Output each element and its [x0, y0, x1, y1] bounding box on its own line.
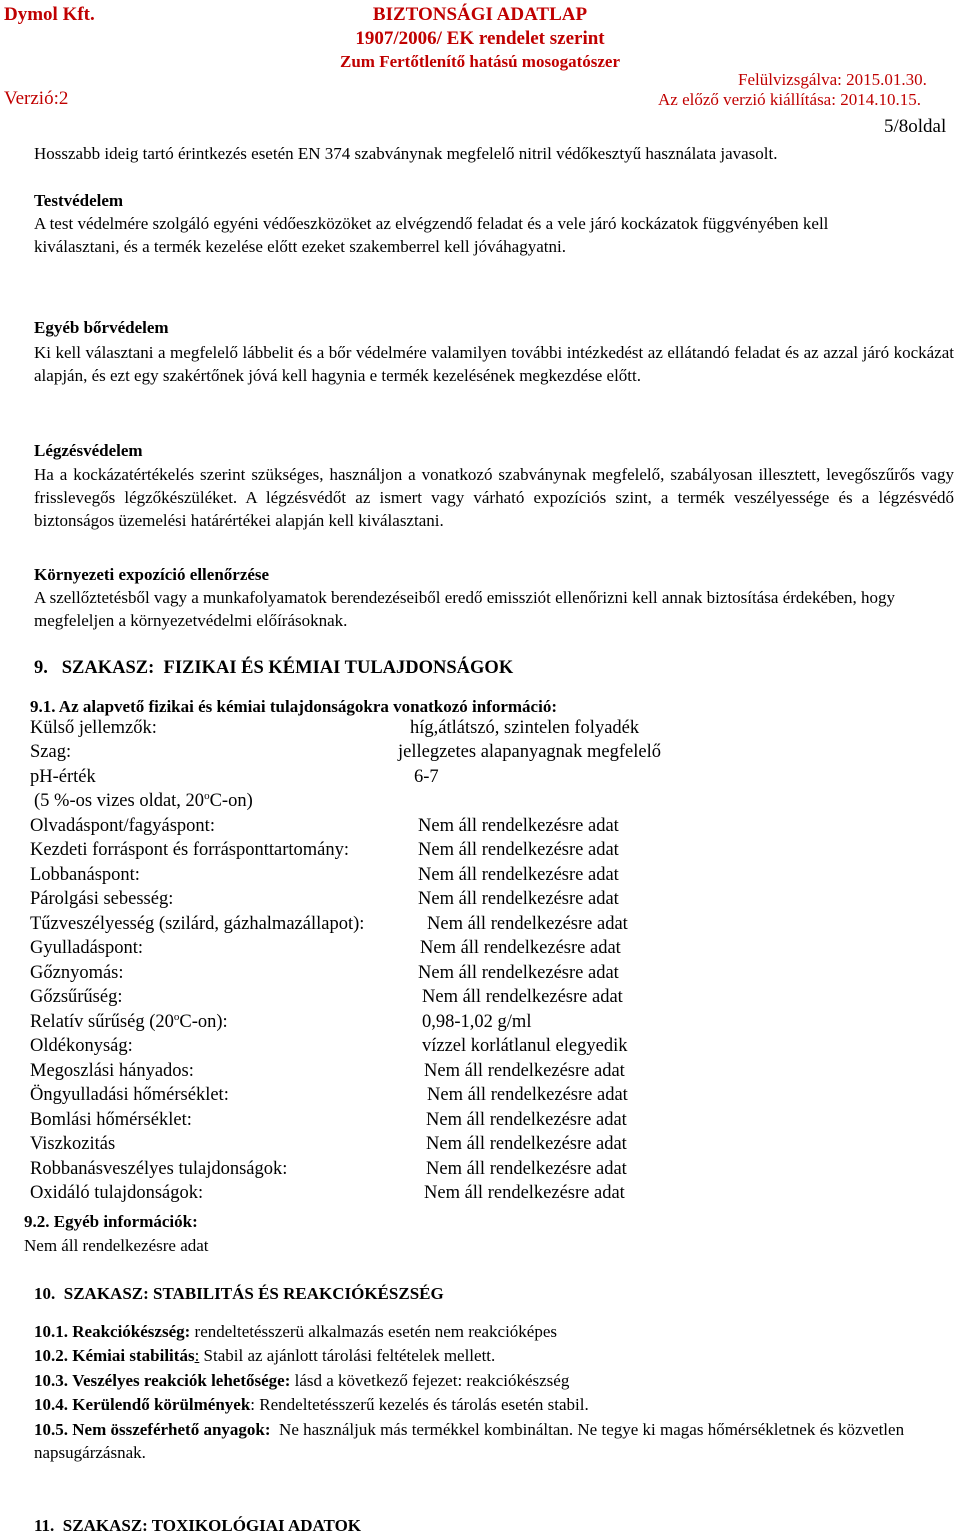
section-10-item	[34, 1320, 914, 1343]
item-number: 10.2.	[34, 1346, 68, 1365]
environment-heading: Környezeti expozíció ellenőrzése	[34, 565, 270, 584]
property-label: pH-érték	[30, 767, 96, 787]
item-text: Ne használjuk más termékkel kombináltan. Ne tegye ki magas hőmérsékletnek és közvetlen napsugárzásnak.	[34, 1420, 909, 1462]
property-label: Oldékonyság:	[30, 1036, 133, 1056]
property-label: Viszkozitás	[30, 1134, 116, 1154]
regulation-line: 1907/2006/ EK rendelet szerint	[355, 28, 605, 49]
property-label: Kezdeti forráspont és forrásponttartomány:	[30, 840, 350, 860]
item-number: 10.5.	[34, 1420, 68, 1439]
property-value: 0,98-1,02 g/ml	[422, 1012, 532, 1032]
property-value: Nem áll rendelkezésre adat	[426, 1110, 627, 1130]
property-value: Nem áll rendelkezésre adat	[420, 938, 621, 958]
section-9-2-heading: 9.2. Egyéb információk:	[24, 1212, 198, 1231]
property-value: Nem áll rendelkezésre adat	[418, 963, 619, 983]
property-label: Lobbanáspont:	[30, 865, 140, 885]
section-11-title: 11. SZAKASZ: TOXIKOLÓGIAI ADATOK	[34, 1516, 362, 1535]
item-label: Reakciókészség:	[72, 1322, 191, 1341]
property-label: Robbanásveszélyes tulajdonságok:	[30, 1159, 288, 1179]
item-label: Kerülendő körülmények	[72, 1395, 251, 1414]
section-9-2-text: Nem áll rendelkezésre adat	[24, 1236, 209, 1255]
property-label: Külső jellemzők:	[30, 718, 157, 738]
property-value: Nem áll rendelkezésre adat	[418, 816, 619, 836]
rel-density-label: Relatív sűrűség (20	[30, 1012, 174, 1032]
item-label: Nem összeférhető anyagok:	[72, 1420, 271, 1439]
property-value: vízzel korlátlanul elegyedik	[422, 1036, 628, 1056]
glove-recommendation: Hosszabb ideig tartó érintkezés esetén EN 374 szabványnak megfelelő nitril védőkesztyű használata javasolt.	[34, 144, 778, 163]
body-protection-text: A test védelmére szolgáló egyéni védőeszközöket az elvégzendő feladat és a vele járó kockázatok függvényében kell kiválasztani, és a termék kezelése előtt ezeket szakemberrel kell jóváhagyatni.	[34, 214, 829, 256]
property-label: Gőzsűrűség:	[30, 987, 123, 1007]
respiratory-text: Ha a kockázatértékelés szerint szükséges, használjon a vonatkozó szabványnak megfelelő, szabályosan illesztett, levegőszűrős vagy frisslevegős légzőkészüléket. A légzésvédőt az ismert vagy várható expozíciós szint, a termék veszélyessége és a légzésvédő biztonságos üzemelési határértékei alapján kell kiválasztani.	[34, 465, 954, 530]
item-text: rendeltetésszerü alkalmazás esetén nem reakcióképes	[190, 1322, 558, 1341]
property-value: híg,átlátszó, szintelen folyadék	[410, 718, 640, 738]
property-label: Szag:	[30, 742, 72, 762]
item-text: lásd a következő fejezet: reakciókészség	[290, 1371, 570, 1390]
body-protection-heading: Testvédelem	[34, 191, 124, 210]
property-value: jellegzetes alapanyagnak megfelelő	[398, 742, 661, 762]
property-value: 6-7	[414, 767, 439, 787]
property-value: Nem áll rendelkezésre adat	[426, 1134, 627, 1154]
item-number: 10.4.	[34, 1395, 68, 1414]
property-value: Nem áll rendelkezésre adat	[427, 914, 628, 934]
skin-protection-text: Ki kell választani a megfelelő lábbelit és a bőr védelmére valamilyen további intézkedést az ellátandó feladat és az azzal járó kockázat alapján, és ezt egy szakértőnek jóvá kell hagynia e termék kezelésének megkezdése előtt.	[34, 343, 954, 385]
ph-note	[34, 791, 253, 812]
property-value: Nem áll rendelkezésre adat	[427, 1085, 628, 1105]
rel-density-suffix: C-on):	[179, 1012, 228, 1032]
revision-date: Felülvizsgálva: 2015.01.30.	[738, 70, 927, 89]
skin-protection-heading: Egyéb bőrvédelem	[34, 318, 169, 337]
item-separator: :	[194, 1346, 200, 1365]
section-10-item	[34, 1344, 914, 1367]
product-name: Zum Fertőtlenítő hatású mosogatószer	[340, 52, 620, 71]
property-label: Olvadáspont/fagyáspont:	[30, 816, 215, 836]
property-value: Nem áll rendelkezésre adat	[418, 840, 619, 860]
section-10-item	[34, 1418, 914, 1464]
property-value: Nem áll rendelkezésre adat	[418, 889, 619, 909]
property-value: Nem áll rendelkezésre adat	[422, 987, 623, 1007]
company-name: Dymol Kft.	[4, 4, 95, 25]
section-10-title: 10. SZAKASZ: STABILITÁS ÉS REAKCIÓKÉSZSÉG	[34, 1284, 444, 1303]
property-label: Gőznyomás:	[30, 963, 124, 983]
property-label: Gyulladáspont:	[30, 938, 144, 958]
property-label	[30, 1012, 228, 1033]
property-label: Párolgási sebesség:	[30, 889, 174, 909]
section-10-item	[34, 1369, 914, 1392]
document-title: BIZTONSÁGI ADATLAP	[372, 4, 588, 25]
property-label: Oxidáló tulajdonságok:	[30, 1183, 204, 1203]
property-label: Megoszlási hányados:	[30, 1061, 194, 1081]
degree-symbol: o	[204, 790, 210, 802]
property-label: Tűzveszélyesség (szilárd, gázhalmazállapot):	[30, 914, 365, 934]
property-value: Nem áll rendelkezésre adat	[426, 1159, 627, 1179]
property-label: Öngyulladási hőmérséklet:	[30, 1085, 229, 1105]
section-9-title: 9. SZAKASZ: FIZIKAI ÉS KÉMIAI TULAJDONSÁGOK	[34, 658, 514, 678]
respiratory-heading: Légzésvédelem	[34, 441, 143, 460]
section-9-1-heading: 9.1. Az alapvető fizikai és kémiai tulajdonságokra vonatkozó információ:	[30, 697, 557, 716]
property-value: Nem áll rendelkezésre adat	[424, 1183, 625, 1203]
section-10-item	[34, 1393, 914, 1416]
property-value: Nem áll rendelkezésre adat	[424, 1061, 625, 1081]
page-number: 5/8oldal	[884, 116, 947, 137]
property-label: Bomlási hőmérséklet:	[30, 1110, 192, 1130]
environment-text: A szellőztetésből vagy a munkafolyamatok berendezéseiből eredő emissziót ellenőrizni kell annak biztosítása érdekében, hogy megfeleljen a környezetvédelmi előírásoknak.	[34, 588, 896, 630]
item-text: Stabil az ajánlott tárolási feltételek mellett.	[199, 1346, 496, 1365]
degree-symbol: o	[173, 1011, 180, 1023]
item-text: : Rendeltetésszerű kezelés és tárolás esetén stabil.	[250, 1395, 589, 1414]
previous-version-date: Az előző verzió kiállítása: 2014.10.15.	[658, 90, 921, 109]
item-label: Kémiai stabilitás	[72, 1346, 195, 1365]
item-label: Veszélyes reakciók lehetősége:	[72, 1371, 291, 1390]
ph-note-text: (5 %-os vizes oldat, 20	[34, 791, 205, 811]
property-value: Nem áll rendelkezésre adat	[418, 865, 619, 885]
item-number: 10.3.	[34, 1371, 68, 1390]
version-label: Verzió:2	[4, 88, 69, 109]
item-number: 10.1.	[34, 1322, 68, 1341]
ph-note-suffix: C-on)	[209, 791, 253, 811]
